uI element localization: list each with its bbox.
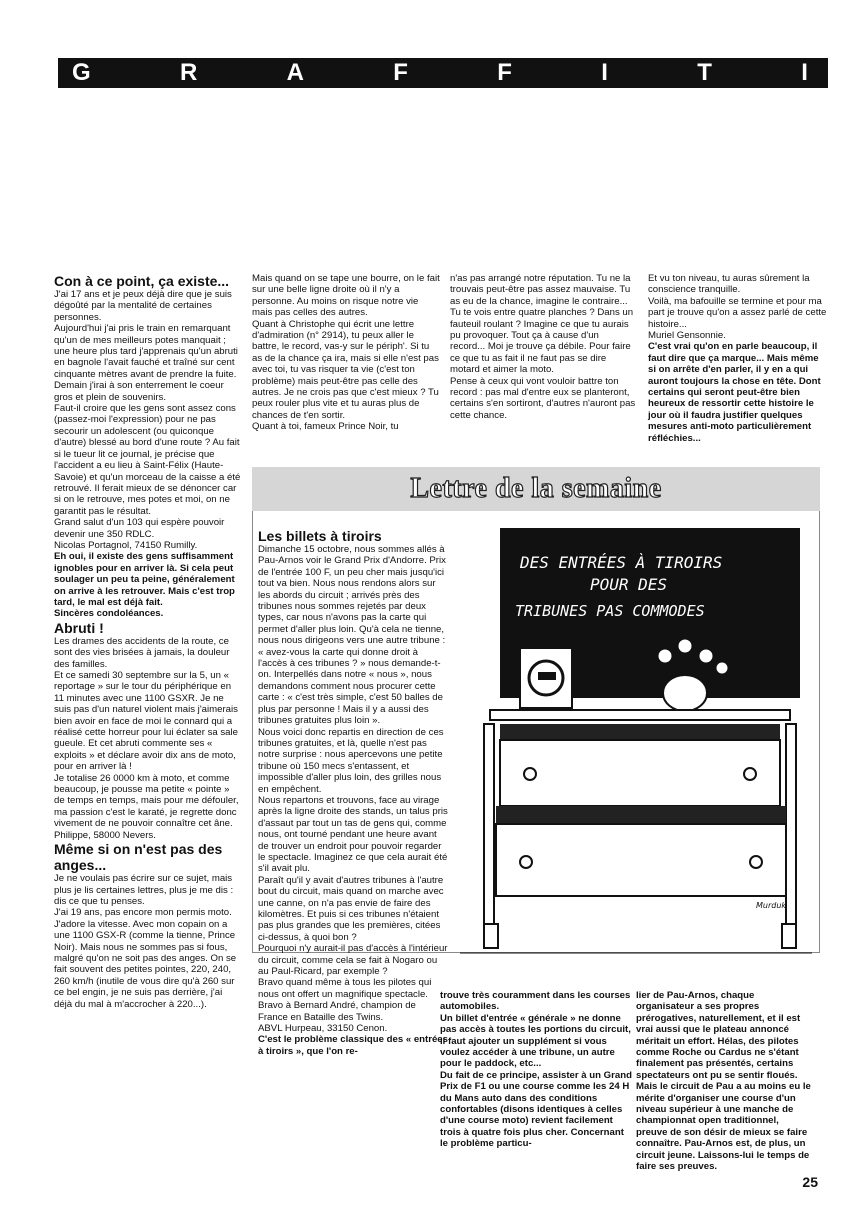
signature: Philippe, 58000 Nevers. [54, 829, 156, 841]
paragraph: Je ne voulais pas écrire sur ce sujet, mais plus je lis certaines lettres, plus je me dis : dis ce que tu penses. [54, 873, 234, 907]
paragraph: Quant à Christophe qui écrit une lettre d'admiration (n° 2914), tu peux aller le battre, le record, vas-y sur le périph'. Si tu as de la chance ça ira, mais si elle n'est pas avec toi, tu vas risquer ta vie (c'est ton problème) mais peut-être pas celle des autres. Je ne crois pas que c'est mieux ? Tu peux rouler plus vite et tu auras plus de chances de t'en sortir. [252, 318, 439, 421]
section-banner [58, 58, 828, 88]
editor-reply: Sincères condoléances. [54, 608, 164, 620]
paragraph: J'ai 17 ans et je peux déjà dire que je suis dégoûté par la mentalité de certaines personnes. [54, 289, 232, 323]
banner-letter: F [393, 59, 408, 86]
column-6 [440, 990, 632, 1150]
column-4 [648, 273, 828, 444]
flower-icon [678, 639, 692, 653]
drawer-2 [496, 824, 786, 896]
drawer-1 [500, 740, 780, 806]
column-7 [636, 990, 812, 1173]
editor-reply: trouve très couramment dans les courses automobiles. [440, 990, 631, 1013]
drawer-knob-icon [524, 768, 536, 780]
paragraph: J'ai 19 ans, pas encore mon permis moto. J'adore la vitesse. Avec mon copain on a une 1100 GSX-R (comme la tienne, Prince Noir). Mais nous ne sommes pas si fous, malgré qu'on ne soit pas des anges. On se fait souvent des petites pointes, 220, 240, 260 km/h (inutile de vous dire qu'à 260 sur ce bel engin, je ne suis pas derrière, j'ai déjà du mal à m'accrocher à 220...). [54, 907, 237, 1010]
cartoon-caption-2: POUR DES [590, 575, 668, 594]
paragraph: Dimanche 15 octobre, nous sommes allés à Pau-Arnos voir le Grand Prix d'Andorre. Prix de l'entrée 100 F, un peu cher mais jusqu'ici tout va bien. Nous nous rendons alors sur les abords du circuit ; arrivés près des tribunes nous sommes rejetés par deux types, car nous n'avons pas la carte qui permet d'aller plus loin. Qu'à cela ne tienne, nous nous dirigeons vers une autre tribune : « avez-vous la carte qui donne droit à l'accès à ces tribunes ? » nous demande-t-on. Interpellés dans notre « nous », nous demandons comment nous procurer cette carte : « c'est très simple, c'est 50 balles de plus par personne ! Mais il y a aussi des tribunes gratuites plus loin ». [258, 544, 446, 727]
drawer-knob-icon [744, 768, 756, 780]
featured-letter-banner [252, 467, 820, 511]
dresser-foot [484, 924, 498, 948]
helmet-visor [538, 672, 556, 680]
paragraph: Faut-il croire que les gens sont assez cons (passez-moi l'expression) pour ne pas secourir un adolescent (ou quiconque d'autre) blessé au bord d'une route ? Au fait si le tueur lit ce journal, je précise que l'accident a eu lieu à Saint-Félix (Haute-Savoie) et qu'un morceau de la caisse a été retrouvé. Il ferait mieux de se dénoncer car si on le retrouve, mes potes et moi, on ne garantit pas le résultat. [54, 403, 241, 517]
vase-icon [663, 675, 707, 711]
featured-letter-heading: Lettre de la semaine [410, 473, 662, 504]
flower-icon [699, 649, 713, 663]
paragraph: Je totalise 26 0000 km à moto, et comme beaucoup, je pousse ma petite « pointe » de temps en temps, mais pour me défouler, ma passion c'est le karaté, je regrette donc vivement de ne pouvoir connaître cet âne. [54, 772, 239, 830]
crowd-drawer-1 [500, 724, 780, 740]
editor-reply: Un billet d'entrée « générale » ne donne pas accès à toutes les portions du circuit, il faut ajouter un supplément si vous voulez accéder à une tribune, un autre pour le paddock, etc... [440, 1012, 631, 1070]
flower-icon [716, 662, 728, 674]
banner-letter: A [286, 59, 304, 86]
drawer-knob-icon [520, 856, 532, 868]
editor-reply: Du fait de ce principe, assister à un Grand Prix de F1 ou une course comme les 24 H du Mans auto dans des conditions confortables (disons identiques à celles d'une course moto) revient facilement trois à quatre fois plus cher. Concernant le problème particu- [440, 1069, 632, 1150]
banner-letter: F [497, 59, 512, 86]
letter-title: Les billets à tiroirs [258, 528, 382, 544]
banner-letter: T [697, 59, 712, 86]
signature: Nicolas Portagnol, 74150 Rumilly. [54, 539, 198, 551]
banner-letter: G [72, 59, 91, 86]
paragraph: n'as pas arrangé notre réputation. Tu ne la trouvais peut-être pas assez mauvaise. Tu as eu de la chance, imagine le contraire... Tu te vois entre quatre planches ? Dans un fauteuil roulant ? Imagine ce que tu aurais pu provoquer. Tout ça à cause d'un record... Moi je trouve ça débile. Pour faire ce que tu as fait il ne faut pas se dire motard et aimer la moto. [450, 273, 634, 376]
column-1 [54, 273, 242, 1010]
letter-title: Con à ce point, ça existe... [54, 273, 230, 289]
paragraph: Pense à ceux qui vont vouloir battre ton record : pas mal d'entre eux se planteront, certains s'en sortiront, d'autres n'auront pas cette chance. [450, 375, 636, 421]
paragraph: Paraît qu'il y avait d'autres tribunes à l'autre bout du circuit, mais quand on marche avec une canne, on n'a pas envie de faire des kilomètres. Et puis si ces tribunes n'étaient pas plus grandes que les premières, citées ci-dessus, à quoi bon ? [258, 874, 444, 943]
paragraph: Grand salut d'un 103 qui espère pouvoir devenir une 350 RDLC. [54, 517, 225, 540]
dresser-foot [782, 924, 796, 948]
letter-title: Même si on n'est pas des anges... [54, 841, 223, 874]
column-2 [252, 273, 440, 433]
cartoon-signature: Murduk [756, 901, 787, 910]
paragraph: Nous voici donc repartis en direction de ces tribunes gratuites, et là, quelle n'est pas notre surprise : nous apercevons une petite tribune où 150 mecs s'entassent, et impossible d'aller plus loin, des grilles nous en empêchent. [258, 726, 444, 795]
cartoon-caption-3: TRIBUNES PAS COMMODES [515, 602, 705, 620]
signature: Muriel Gensonnie. [648, 330, 726, 342]
banner-letter: R [179, 59, 198, 86]
editor-reply: Eh oui, il existe des gens suffisamment ignobles pour en arriver là. Si cela peut soulager un peu ta peine, généralement on arrive à les retrouver. Mais c'est trop tard, le mal est déjà fait. [54, 551, 235, 608]
banner-letter: I [601, 59, 608, 86]
paragraph: Bravo quand même à tous les pilotes qui nous ont offert un magnifique spectacle. [258, 977, 432, 1000]
paragraph: Et vu ton niveau, tu auras sûrement la conscience tranquille. [648, 273, 810, 296]
crowd-drawer-2 [496, 806, 786, 824]
editor-reply: C'est le problème classique des « entrées à tiroirs », que l'on re- [258, 1034, 448, 1057]
paragraph: Bravo à Bernard André, champion de France en Bataille des Twins. [258, 1000, 416, 1023]
signature: ABVL Hurpeau, 33150 Cenon. [258, 1023, 388, 1035]
editor-reply: C'est vrai qu'on en parle beaucoup, il faut dire que ça marque... Mais même si on arrête d'en parler, il y en a qui auront toujours la chose en tête. Dont certains qui seront peut-être bien heureux de ressortir cette histoire le jour où il faudra justifier quelques mesures anti-moto particulièrement réfléchies... [648, 341, 821, 444]
paragraph: Pourquoi n'y aurait-il pas d'accès à l'intérieur du circuit, comme cela se fait à Nogaro ou au Paul-Ricard, par exemple ? [258, 943, 448, 978]
editor-reply: lier de Pau-Arnos, chaque organisateur a ses propres prérogatives, naturellement, et il est vrai aussi que le plateau annoncé méritait un effort. Hélas, des pilotes comme Roche ou Cardus ne s'étant finalement pas présentés, certains spectateurs ont pu se sentir floués. Mais le circuit de Pau a au moins eu le mérite d'organiser une course d'un niveau supérieur à une manche de championnat open traditionnel, preuve de son désir de mieux se faire connaître. Pau-Arnos est, de plus, un circuit jeune. Laissons-lui le temps de faire ses preuves. [636, 990, 811, 1173]
drawer-knob-icon [750, 856, 762, 868]
dresser-side [786, 724, 796, 924]
paragraph: Nous repartons et trouvons, face au virage après la ligne droite des stands, un talus pris d'assaut par tout un tas de gens qui, comme nous, ont tourné pendant une heure avant de trouver un endroit pour pouvoir regarder le spectacle. Imaginez ce que cela aurait été s'il avait plu. [258, 794, 448, 875]
letter-title: Abruti ! [54, 619, 104, 636]
paragraph: Les drames des accidents de la route, ce sont des vies brisées à jamais, la douleur des familles. [54, 635, 230, 670]
banner-letter: I [801, 59, 808, 86]
dresser-top [490, 710, 790, 720]
paragraph: Voilà, ma bafouille se termine et pour ma part je trouve qu'on a assez parlé de cette histoire... [648, 295, 827, 330]
paragraph: Aujourd'hui j'ai pris le train en remarquant qu'un de mes meilleurs potes manquait ; une heure plus tard j'apprenais qu'un abruti en bagnole l'avait fauché et traîné sur cent cinquante mètres avant de prendre la fuite. Demain j'irai à son enterrement le coeur gros et plein de souvenirs. [54, 323, 238, 403]
flower-icon [658, 649, 672, 663]
dresser-side [484, 724, 494, 924]
cartoon-caption-1: DES ENTRÉES À TIROIRS [520, 553, 723, 572]
column-5 [258, 528, 448, 1057]
paragraph: Et ce samedi 30 septembre sur la 5, un « reportage » sur le tour du périphérique en 11 minutes avec une 1100 GSXR. Je ne suis pas d'un naturel violent mais j'aimerais bien avoir en face de moi le connard qui a réalisé cette horreur pour lui éclater sa sale gueule. Et cet abruti commente ses « exploits » et déclare avoir dix ans de moto, pour en arriver là ! [54, 670, 238, 773]
page-number: 25 [802, 1174, 818, 1190]
column-3 [450, 273, 636, 421]
paragraph: Quant à toi, fameux Prince Noir, tu [252, 421, 399, 433]
cartoon-illustration [460, 528, 812, 958]
paragraph: Mais quand on se tape une bourre, on le fait sur une belle ligne droite où il n'y a personne. Au moins on risque notre vie mais pas celles des autres. [252, 273, 440, 319]
